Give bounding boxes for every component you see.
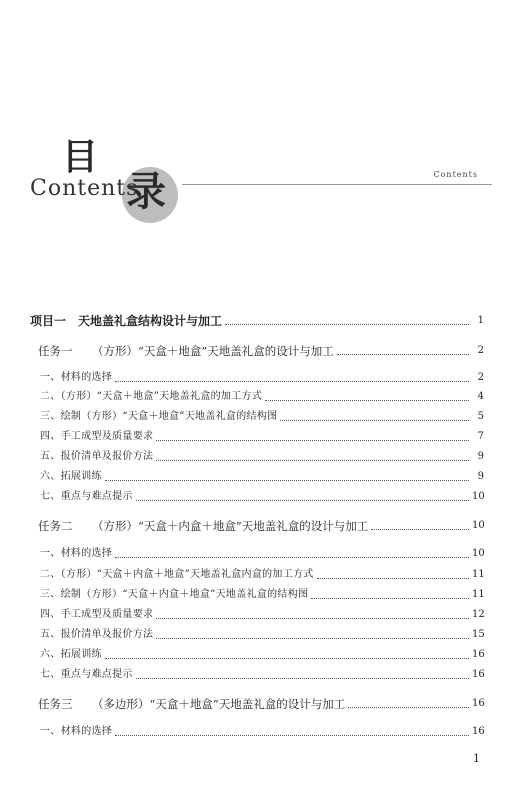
dot-leader	[115, 557, 469, 558]
toc-entry-section[interactable]	[40, 546, 484, 562]
task-title: （方形）“天盒＋内盒＋地盒”天地盖礼盒的设计与加工	[92, 519, 369, 533]
toc-entry-label: 三、绘制（方形）“天盒＋内盒＋地盒”天地盖礼盒的结构图	[40, 589, 309, 600]
dot-leader	[136, 678, 469, 679]
toc-entry-task-1[interactable]	[38, 343, 484, 359]
toc-entry-section[interactable]	[40, 647, 484, 663]
dot-leader	[348, 707, 469, 708]
toc-entry-page: 7	[477, 431, 484, 442]
toc-entry-page: 2	[477, 345, 484, 356]
toc-entry-section[interactable]	[40, 429, 484, 445]
title-char-mu: 目	[62, 137, 99, 178]
toc-entry-page: 4	[477, 391, 484, 402]
dot-leader	[265, 400, 469, 401]
dot-leader	[317, 578, 469, 579]
toc-entry-section[interactable]	[40, 370, 484, 386]
toc-entry-label: 二、（方形）“天盒＋地盒”天地盖礼盒的加工方式	[40, 391, 263, 402]
toc-entry-page: 1	[477, 315, 484, 326]
toc-entry-section[interactable]	[40, 409, 484, 425]
toc-entry-page: 10	[472, 491, 485, 502]
toc-entry-section[interactable]	[40, 627, 484, 643]
dot-leader	[371, 529, 469, 530]
task-number: 任务二	[38, 519, 73, 533]
toc-entry-page: 2	[477, 372, 484, 383]
toc-entry-page: 9	[477, 471, 484, 482]
dot-leader	[115, 381, 469, 382]
toc-entry-label	[38, 343, 334, 359]
toc-entry-page: 9	[477, 451, 484, 462]
dot-leader	[156, 618, 469, 619]
toc-entry-section[interactable]	[40, 587, 484, 603]
toc-entry-section[interactable]	[40, 489, 484, 505]
toc-entry-label: 三、绘制（方形）“天盒＋地盒”天地盖礼盒的结构图	[40, 411, 278, 422]
task-title: （多边形）“天盒＋地盒”天地盖礼盒的设计与加工	[92, 697, 346, 711]
toc-entry-project-1[interactable]	[30, 313, 484, 329]
toc-entry-section[interactable]	[40, 469, 484, 485]
task-number: 任务一	[38, 344, 73, 358]
dot-leader	[225, 324, 469, 325]
dot-leader	[136, 500, 469, 501]
toc-entry-page: 16	[472, 669, 485, 680]
header-side-label: Contents	[433, 170, 478, 179]
toc-entry-section[interactable]	[40, 667, 484, 683]
dot-leader	[156, 440, 469, 441]
toc-entry-label: 一、材料的选择	[40, 548, 113, 559]
dot-leader	[337, 354, 469, 355]
toc-entry-label: 六、拓展训练	[40, 471, 102, 482]
task-title: （方形）“天盒＋地盒”天地盖礼盒的设计与加工	[92, 344, 334, 358]
toc-entry-page: 16	[472, 649, 485, 660]
toc-entry-label: 五、报价清单及报价方法	[40, 451, 154, 462]
toc-entry-label	[38, 518, 368, 534]
toc-entry-page: 16	[472, 726, 485, 737]
toc-entry-label: 一、材料的选择	[40, 726, 113, 737]
toc-entry-page: 16	[472, 698, 485, 709]
toc-entry-section[interactable]	[40, 449, 484, 465]
task-number: 任务三	[38, 697, 73, 711]
dot-leader	[115, 735, 469, 736]
toc-entry-label: 二、（方形）“天盒＋内盒＋地盒”天地盖礼盒内盒的加工方式	[40, 569, 314, 580]
toc-entry-page: 11	[472, 589, 485, 600]
toc-entry-task-3[interactable]	[38, 696, 484, 712]
title-char-lu: 录	[126, 169, 166, 215]
dot-leader	[105, 480, 469, 481]
dot-leader	[280, 420, 469, 421]
toc-entry-page: 15	[472, 629, 485, 640]
dot-leader	[311, 598, 469, 599]
toc-entry-label: 一、材料的选择	[40, 372, 113, 383]
toc-entry-label: 项目一 天地盖礼盒结构设计与加工	[30, 314, 223, 328]
toc-entry-page: 5	[477, 411, 484, 422]
toc-entry-section[interactable]	[40, 567, 484, 583]
toc-entry-label: 六、拓展训练	[40, 649, 102, 660]
title-contents-en: Contents	[30, 176, 139, 201]
toc-entry-label: 七、重点与难点提示	[40, 669, 133, 680]
toc-entry-label	[38, 696, 345, 712]
toc-entry-label: 四、手工成型及质量要求	[40, 431, 154, 442]
dot-leader	[156, 460, 469, 461]
toc-entry-page: 11	[472, 569, 485, 580]
toc-entry-label: 五、报价清单及报价方法	[40, 629, 154, 640]
dot-leader	[105, 658, 469, 659]
toc-entry-label: 七、重点与难点提示	[40, 491, 133, 502]
toc-entry-section[interactable]	[40, 724, 484, 740]
toc-entry-task-2[interactable]	[38, 518, 484, 534]
toc-entry-section[interactable]	[40, 607, 484, 623]
toc-entry-page: 10	[472, 520, 485, 531]
toc-entry-section[interactable]	[40, 389, 484, 405]
dot-leader	[156, 638, 469, 639]
page-number: 1	[473, 752, 480, 765]
toc-entry-label: 四、手工成型及质量要求	[40, 609, 154, 620]
toc-entry-page: 12	[472, 609, 485, 620]
toc-entry-page: 10	[472, 548, 485, 559]
